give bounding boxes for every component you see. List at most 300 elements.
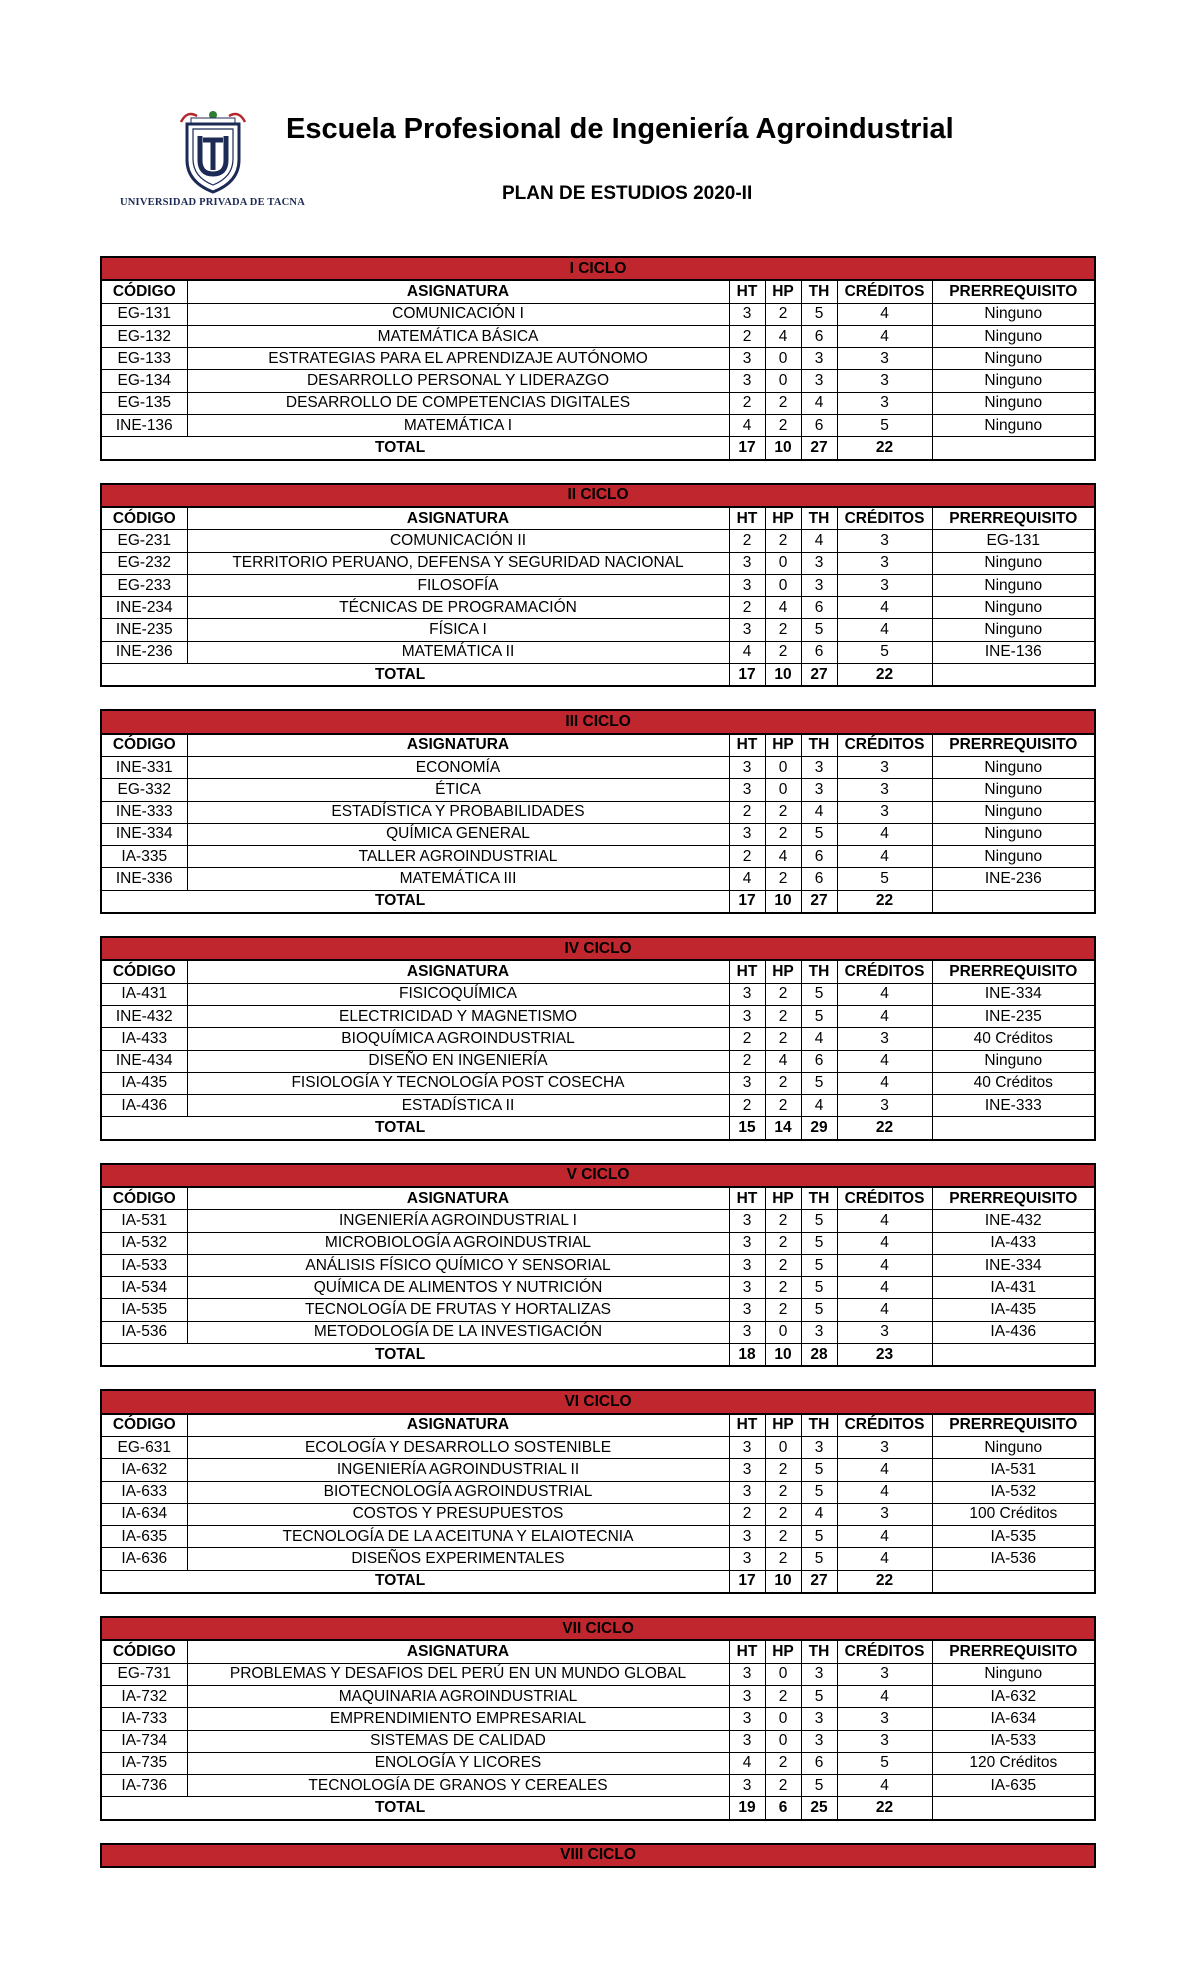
table-row bbox=[101, 1481, 1095, 1503]
cell-prereq: 120 Créditos bbox=[932, 1752, 1095, 1774]
column-header-credits: CRÉDITOS bbox=[837, 1414, 932, 1437]
cell-hp: 2 bbox=[765, 1254, 801, 1276]
cell-ht: 3 bbox=[729, 1299, 765, 1321]
cycle-title: II CICLO bbox=[101, 484, 1095, 507]
table-row bbox=[101, 1436, 1095, 1458]
cell-credits: 3 bbox=[837, 392, 932, 414]
cell-ht: 3 bbox=[729, 619, 765, 641]
cell-hp: 2 bbox=[765, 1459, 801, 1481]
cell-code: EG-631 bbox=[101, 1436, 187, 1458]
cell-subject: ESTADÍSTICA II bbox=[187, 1095, 729, 1117]
total-credits: 22 bbox=[837, 437, 932, 460]
cell-code: INE-334 bbox=[101, 823, 187, 845]
cell-hp: 0 bbox=[765, 1663, 801, 1685]
cycle-title-row bbox=[101, 484, 1095, 507]
cell-hp: 2 bbox=[765, 1775, 801, 1797]
column-header-subject: ASIGNATURA bbox=[187, 280, 729, 303]
cell-credits: 5 bbox=[837, 868, 932, 890]
cell-prereq: IA-435 bbox=[932, 1299, 1095, 1321]
cell-hp: 2 bbox=[765, 1277, 801, 1299]
cell-prereq: Ninguno bbox=[932, 303, 1095, 325]
cell-hp: 0 bbox=[765, 756, 801, 778]
column-header-credits: CRÉDITOS bbox=[837, 507, 932, 530]
table-row bbox=[101, 574, 1095, 596]
cycle-title-row bbox=[101, 1617, 1095, 1640]
table-row bbox=[101, 1708, 1095, 1730]
table-row bbox=[101, 641, 1095, 663]
total-credits: 22 bbox=[837, 1797, 932, 1820]
cell-code: IA-534 bbox=[101, 1277, 187, 1299]
total-credits: 22 bbox=[837, 664, 932, 687]
cell-credits: 4 bbox=[837, 823, 932, 845]
cell-code: IA-736 bbox=[101, 1775, 187, 1797]
cell-hp: 2 bbox=[765, 1232, 801, 1254]
total-blank bbox=[101, 890, 187, 913]
cell-credits: 3 bbox=[837, 1708, 932, 1730]
cell-subject: ÉTICA bbox=[187, 779, 729, 801]
total-label: TOTAL bbox=[187, 1797, 729, 1820]
column-header-hp: HP bbox=[765, 1414, 801, 1437]
column-header-code: CÓDIGO bbox=[101, 507, 187, 530]
cycle-title: VIII CICLO bbox=[101, 1844, 1095, 1867]
table-row bbox=[101, 1005, 1095, 1027]
column-header-th: TH bbox=[801, 960, 837, 983]
cell-ht: 2 bbox=[729, 597, 765, 619]
table-row bbox=[101, 801, 1095, 823]
cell-code: INE-236 bbox=[101, 641, 187, 663]
total-label: TOTAL bbox=[187, 890, 729, 913]
cell-code: IA-734 bbox=[101, 1730, 187, 1752]
column-header-subject: ASIGNATURA bbox=[187, 1187, 729, 1210]
cell-prereq: Ninguno bbox=[932, 552, 1095, 574]
cell-ht: 2 bbox=[729, 392, 765, 414]
cell-th: 4 bbox=[801, 1095, 837, 1117]
cell-ht: 3 bbox=[729, 1005, 765, 1027]
cell-prereq: Ninguno bbox=[932, 415, 1095, 437]
column-header-ht: HT bbox=[729, 1640, 765, 1663]
cell-code: EG-332 bbox=[101, 779, 187, 801]
table-row bbox=[101, 1028, 1095, 1050]
cell-hp: 2 bbox=[765, 1299, 801, 1321]
total-prereq-blank bbox=[932, 1797, 1095, 1820]
cell-prereq: Ninguno bbox=[932, 619, 1095, 641]
table-row bbox=[101, 1685, 1095, 1707]
cell-credits: 3 bbox=[837, 1503, 932, 1525]
table-row bbox=[101, 348, 1095, 370]
total-prereq-blank bbox=[932, 664, 1095, 687]
cycle-table bbox=[100, 1616, 1096, 1821]
cell-code: INE-333 bbox=[101, 801, 187, 823]
cell-subject: SISTEMAS DE CALIDAD bbox=[187, 1730, 729, 1752]
cell-code: IA-735 bbox=[101, 1752, 187, 1774]
cell-hp: 2 bbox=[765, 1752, 801, 1774]
column-header-prereq: PRERREQUISITO bbox=[932, 1187, 1095, 1210]
cell-hp: 2 bbox=[765, 823, 801, 845]
cell-credits: 4 bbox=[837, 1526, 932, 1548]
cell-th: 6 bbox=[801, 325, 837, 347]
cell-prereq: IA-632 bbox=[932, 1685, 1095, 1707]
cell-subject: ANÁLISIS FÍSICO QUÍMICO Y SENSORIAL bbox=[187, 1254, 729, 1276]
cell-prereq: IA-433 bbox=[932, 1232, 1095, 1254]
cell-credits: 3 bbox=[837, 801, 932, 823]
table-row bbox=[101, 530, 1095, 552]
cycle-title: I CICLO bbox=[101, 257, 1095, 280]
cell-hp: 2 bbox=[765, 415, 801, 437]
total-th: 27 bbox=[801, 1570, 837, 1593]
cell-code: IA-433 bbox=[101, 1028, 187, 1050]
column-header-subject: ASIGNATURA bbox=[187, 1414, 729, 1437]
total-ht: 19 bbox=[729, 1797, 765, 1820]
cell-prereq: 100 Créditos bbox=[932, 1503, 1095, 1525]
cell-code: INE-434 bbox=[101, 1050, 187, 1072]
cell-hp: 2 bbox=[765, 1028, 801, 1050]
total-label: TOTAL bbox=[187, 664, 729, 687]
total-hp: 10 bbox=[765, 890, 801, 913]
cell-ht: 3 bbox=[729, 1232, 765, 1254]
cycle-table bbox=[100, 1389, 1096, 1594]
cell-subject: FISICOQUÍMICA bbox=[187, 983, 729, 1005]
total-prereq-blank bbox=[932, 437, 1095, 460]
curriculum-tables bbox=[100, 256, 1094, 1890]
total-prereq-blank bbox=[932, 1117, 1095, 1140]
cell-ht: 3 bbox=[729, 348, 765, 370]
cell-hp: 2 bbox=[765, 983, 801, 1005]
column-header-ht: HT bbox=[729, 960, 765, 983]
cell-ht: 3 bbox=[729, 370, 765, 392]
cell-ht: 2 bbox=[729, 1050, 765, 1072]
cell-ht: 3 bbox=[729, 1526, 765, 1548]
cell-subject: TECNOLOGÍA DE GRANOS Y CEREALES bbox=[187, 1775, 729, 1797]
column-header-row bbox=[101, 280, 1095, 303]
cell-code: INE-336 bbox=[101, 868, 187, 890]
cell-subject: BIOTECNOLOGÍA AGROINDUSTRIAL bbox=[187, 1481, 729, 1503]
column-header-code: CÓDIGO bbox=[101, 280, 187, 303]
cell-prereq: Ninguno bbox=[932, 370, 1095, 392]
cell-th: 6 bbox=[801, 597, 837, 619]
cycle-title-row bbox=[101, 937, 1095, 960]
cell-credits: 4 bbox=[837, 1072, 932, 1094]
cell-code: EG-232 bbox=[101, 552, 187, 574]
cell-credits: 3 bbox=[837, 370, 932, 392]
table-row bbox=[101, 1095, 1095, 1117]
cell-credits: 5 bbox=[837, 641, 932, 663]
cell-hp: 0 bbox=[765, 348, 801, 370]
cell-th: 5 bbox=[801, 1005, 837, 1027]
total-credits: 23 bbox=[837, 1344, 932, 1367]
table-row bbox=[101, 868, 1095, 890]
table-row bbox=[101, 756, 1095, 778]
total-row bbox=[101, 1117, 1095, 1140]
cell-th: 4 bbox=[801, 530, 837, 552]
table-row bbox=[101, 303, 1095, 325]
total-row bbox=[101, 1344, 1095, 1367]
cell-ht: 2 bbox=[729, 530, 765, 552]
cell-credits: 4 bbox=[837, 1050, 932, 1072]
cell-th: 4 bbox=[801, 801, 837, 823]
total-label: TOTAL bbox=[187, 1117, 729, 1140]
cycle-table bbox=[100, 1163, 1096, 1368]
cell-prereq: Ninguno bbox=[932, 846, 1095, 868]
cell-ht: 3 bbox=[729, 574, 765, 596]
cell-code: EG-132 bbox=[101, 325, 187, 347]
total-row bbox=[101, 437, 1095, 460]
cell-subject: DISEÑOS EXPERIMENTALES bbox=[187, 1548, 729, 1570]
column-header-code: CÓDIGO bbox=[101, 1414, 187, 1437]
cell-ht: 3 bbox=[729, 756, 765, 778]
cell-hp: 2 bbox=[765, 1095, 801, 1117]
table-row bbox=[101, 1050, 1095, 1072]
table-row bbox=[101, 983, 1095, 1005]
cell-credits: 4 bbox=[837, 1459, 932, 1481]
cell-hp: 2 bbox=[765, 1503, 801, 1525]
cell-prereq: IA-536 bbox=[932, 1548, 1095, 1570]
cell-credits: 4 bbox=[837, 1299, 932, 1321]
cell-hp: 4 bbox=[765, 597, 801, 619]
cell-hp: 2 bbox=[765, 619, 801, 641]
cell-th: 6 bbox=[801, 641, 837, 663]
cell-th: 5 bbox=[801, 1459, 837, 1481]
total-credits: 22 bbox=[837, 890, 932, 913]
cell-hp: 2 bbox=[765, 641, 801, 663]
cell-ht: 2 bbox=[729, 801, 765, 823]
cell-subject: FÍSICA I bbox=[187, 619, 729, 641]
cell-credits: 3 bbox=[837, 1663, 932, 1685]
cell-hp: 2 bbox=[765, 1072, 801, 1094]
cell-code: EG-135 bbox=[101, 392, 187, 414]
cell-credits: 4 bbox=[837, 303, 932, 325]
cell-prereq: INE-334 bbox=[932, 1254, 1095, 1276]
cell-code: IA-632 bbox=[101, 1459, 187, 1481]
cycle-title: VII CICLO bbox=[101, 1617, 1095, 1640]
cell-th: 5 bbox=[801, 823, 837, 845]
cell-subject: TECNOLOGÍA DE LA ACEITUNA Y ELAIOTECNIA bbox=[187, 1526, 729, 1548]
total-prereq-blank bbox=[932, 890, 1095, 913]
cell-ht: 3 bbox=[729, 1321, 765, 1343]
cell-code: IA-535 bbox=[101, 1299, 187, 1321]
cell-subject: TÉCNICAS DE PROGRAMACIÓN bbox=[187, 597, 729, 619]
cell-th: 5 bbox=[801, 1277, 837, 1299]
cell-th: 5 bbox=[801, 619, 837, 641]
cell-ht: 3 bbox=[729, 1072, 765, 1094]
cell-hp: 2 bbox=[765, 1005, 801, 1027]
cell-subject: MATEMÁTICA III bbox=[187, 868, 729, 890]
cell-subject: INGENIERÍA AGROINDUSTRIAL I bbox=[187, 1210, 729, 1232]
cell-subject: BIOQUÍMICA AGROINDUSTRIAL bbox=[187, 1028, 729, 1050]
cell-th: 3 bbox=[801, 756, 837, 778]
cell-hp: 2 bbox=[765, 1685, 801, 1707]
cell-code: INE-331 bbox=[101, 756, 187, 778]
cell-subject: EMPRENDIMIENTO EMPRESARIAL bbox=[187, 1708, 729, 1730]
cell-credits: 4 bbox=[837, 1210, 932, 1232]
cell-prereq: Ninguno bbox=[932, 574, 1095, 596]
cell-subject: MATEMÁTICA BÁSICA bbox=[187, 325, 729, 347]
cell-subject: PROBLEMAS Y DESAFIOS DEL PERÚ EN UN MUNDO GLOBAL bbox=[187, 1663, 729, 1685]
cell-prereq: Ninguno bbox=[932, 1436, 1095, 1458]
cell-code: IA-633 bbox=[101, 1481, 187, 1503]
cell-th: 4 bbox=[801, 1503, 837, 1525]
cell-th: 5 bbox=[801, 1232, 837, 1254]
cell-subject: COSTOS Y PRESUPUESTOS bbox=[187, 1503, 729, 1525]
column-header-credits: CRÉDITOS bbox=[837, 280, 932, 303]
cell-ht: 3 bbox=[729, 823, 765, 845]
table-row bbox=[101, 1548, 1095, 1570]
total-th: 29 bbox=[801, 1117, 837, 1140]
cell-code: INE-235 bbox=[101, 619, 187, 641]
cell-credits: 3 bbox=[837, 1321, 932, 1343]
cycle-title: VI CICLO bbox=[101, 1390, 1095, 1413]
column-header-credits: CRÉDITOS bbox=[837, 1187, 932, 1210]
column-header-prereq: PRERREQUISITO bbox=[932, 280, 1095, 303]
column-header-code: CÓDIGO bbox=[101, 1640, 187, 1663]
total-hp: 10 bbox=[765, 1344, 801, 1367]
cell-th: 6 bbox=[801, 415, 837, 437]
total-blank bbox=[101, 664, 187, 687]
cell-subject: ENOLOGÍA Y LICORES bbox=[187, 1752, 729, 1774]
column-header-th: TH bbox=[801, 734, 837, 757]
cell-prereq: Ninguno bbox=[932, 779, 1095, 801]
cell-hp: 0 bbox=[765, 552, 801, 574]
total-row bbox=[101, 1570, 1095, 1593]
cell-ht: 4 bbox=[729, 1752, 765, 1774]
cell-credits: 3 bbox=[837, 552, 932, 574]
cell-th: 3 bbox=[801, 1730, 837, 1752]
cell-prereq: IA-634 bbox=[932, 1708, 1095, 1730]
table-row bbox=[101, 1254, 1095, 1276]
cell-th: 5 bbox=[801, 1481, 837, 1503]
column-header-row bbox=[101, 1187, 1095, 1210]
cycle-title: IV CICLO bbox=[101, 937, 1095, 960]
cell-credits: 3 bbox=[837, 779, 932, 801]
cell-credits: 4 bbox=[837, 619, 932, 641]
cycle-table bbox=[100, 483, 1096, 688]
table-row bbox=[101, 1459, 1095, 1481]
total-credits: 22 bbox=[837, 1117, 932, 1140]
cell-hp: 2 bbox=[765, 1526, 801, 1548]
cell-subject: ECOLOGÍA Y DESARROLLO SOSTENIBLE bbox=[187, 1436, 729, 1458]
column-header-hp: HP bbox=[765, 734, 801, 757]
cell-ht: 3 bbox=[729, 1481, 765, 1503]
total-blank bbox=[101, 437, 187, 460]
cell-th: 5 bbox=[801, 303, 837, 325]
cell-th: 6 bbox=[801, 1050, 837, 1072]
cell-ht: 3 bbox=[729, 983, 765, 1005]
cell-code: IA-533 bbox=[101, 1254, 187, 1276]
cell-th: 6 bbox=[801, 1752, 837, 1774]
total-th: 27 bbox=[801, 890, 837, 913]
cell-ht: 3 bbox=[729, 1436, 765, 1458]
cell-hp: 0 bbox=[765, 1730, 801, 1752]
cell-prereq: Ninguno bbox=[932, 756, 1095, 778]
cell-credits: 4 bbox=[837, 1481, 932, 1503]
cell-th: 6 bbox=[801, 846, 837, 868]
cell-subject: FILOSOFÍA bbox=[187, 574, 729, 596]
cell-subject: FISIOLOGÍA Y TECNOLOGÍA POST COSECHA bbox=[187, 1072, 729, 1094]
cell-ht: 2 bbox=[729, 846, 765, 868]
cell-ht: 3 bbox=[729, 303, 765, 325]
column-header-code: CÓDIGO bbox=[101, 1187, 187, 1210]
cell-hp: 2 bbox=[765, 1210, 801, 1232]
total-row bbox=[101, 890, 1095, 913]
cell-ht: 3 bbox=[729, 1730, 765, 1752]
cell-hp: 0 bbox=[765, 370, 801, 392]
cell-th: 5 bbox=[801, 1775, 837, 1797]
column-header-th: TH bbox=[801, 1414, 837, 1437]
cell-prereq: 40 Créditos bbox=[932, 1028, 1095, 1050]
table-row bbox=[101, 619, 1095, 641]
table-row bbox=[101, 1752, 1095, 1774]
cell-ht: 3 bbox=[729, 1459, 765, 1481]
cell-ht: 3 bbox=[729, 1775, 765, 1797]
cycle-table bbox=[100, 1843, 1096, 1868]
total-ht: 15 bbox=[729, 1117, 765, 1140]
cell-subject: TECNOLOGÍA DE FRUTAS Y HORTALIZAS bbox=[187, 1299, 729, 1321]
cell-subject: COMUNICACIÓN I bbox=[187, 303, 729, 325]
cell-code: EG-231 bbox=[101, 530, 187, 552]
cell-th: 6 bbox=[801, 868, 837, 890]
total-prereq-blank bbox=[932, 1570, 1095, 1593]
cell-code: IA-636 bbox=[101, 1548, 187, 1570]
cell-th: 3 bbox=[801, 348, 837, 370]
cell-ht: 3 bbox=[729, 1277, 765, 1299]
cell-th: 5 bbox=[801, 1210, 837, 1232]
column-header-ht: HT bbox=[729, 1414, 765, 1437]
cell-ht: 2 bbox=[729, 1028, 765, 1050]
total-th: 28 bbox=[801, 1344, 837, 1367]
cell-subject: TALLER AGROINDUSTRIAL bbox=[187, 846, 729, 868]
plan-title: PLAN DE ESTUDIOS 2020-II bbox=[502, 183, 753, 204]
cell-subject: ECONOMÍA bbox=[187, 756, 729, 778]
cell-ht: 4 bbox=[729, 641, 765, 663]
cell-ht: 3 bbox=[729, 1548, 765, 1570]
cell-ht: 3 bbox=[729, 552, 765, 574]
cell-th: 5 bbox=[801, 1299, 837, 1321]
total-row bbox=[101, 664, 1095, 687]
cell-subject: DESARROLLO DE COMPETENCIAS DIGITALES bbox=[187, 392, 729, 414]
cell-credits: 3 bbox=[837, 530, 932, 552]
cell-prereq: IA-532 bbox=[932, 1481, 1095, 1503]
cell-code: IA-634 bbox=[101, 1503, 187, 1525]
cell-th: 5 bbox=[801, 1254, 837, 1276]
cell-hp: 2 bbox=[765, 801, 801, 823]
table-row bbox=[101, 1503, 1095, 1525]
cell-hp: 2 bbox=[765, 303, 801, 325]
cycle-title: V CICLO bbox=[101, 1164, 1095, 1187]
cell-hp: 0 bbox=[765, 1436, 801, 1458]
total-ht: 17 bbox=[729, 1570, 765, 1593]
cell-code: IA-431 bbox=[101, 983, 187, 1005]
cell-hp: 2 bbox=[765, 530, 801, 552]
table-row bbox=[101, 1072, 1095, 1094]
cell-credits: 4 bbox=[837, 1005, 932, 1027]
cell-subject: METODOLOGÍA DE LA INVESTIGACIÓN bbox=[187, 1321, 729, 1343]
table-row bbox=[101, 1210, 1095, 1232]
cell-credits: 4 bbox=[837, 1254, 932, 1276]
cell-prereq: Ninguno bbox=[932, 1050, 1095, 1072]
cell-ht: 3 bbox=[729, 779, 765, 801]
table-row bbox=[101, 415, 1095, 437]
cycle-table bbox=[100, 709, 1096, 914]
cell-prereq: IA-431 bbox=[932, 1277, 1095, 1299]
total-label: TOTAL bbox=[187, 1570, 729, 1593]
cell-credits: 3 bbox=[837, 348, 932, 370]
cell-prereq: INE-333 bbox=[932, 1095, 1095, 1117]
total-label: TOTAL bbox=[187, 437, 729, 460]
cell-prereq: Ninguno bbox=[932, 392, 1095, 414]
cell-code: INE-136 bbox=[101, 415, 187, 437]
university-name: UNIVERSIDAD PRIVADA DE TACNA bbox=[119, 197, 305, 208]
cell-code: EG-131 bbox=[101, 303, 187, 325]
cell-th: 4 bbox=[801, 1028, 837, 1050]
